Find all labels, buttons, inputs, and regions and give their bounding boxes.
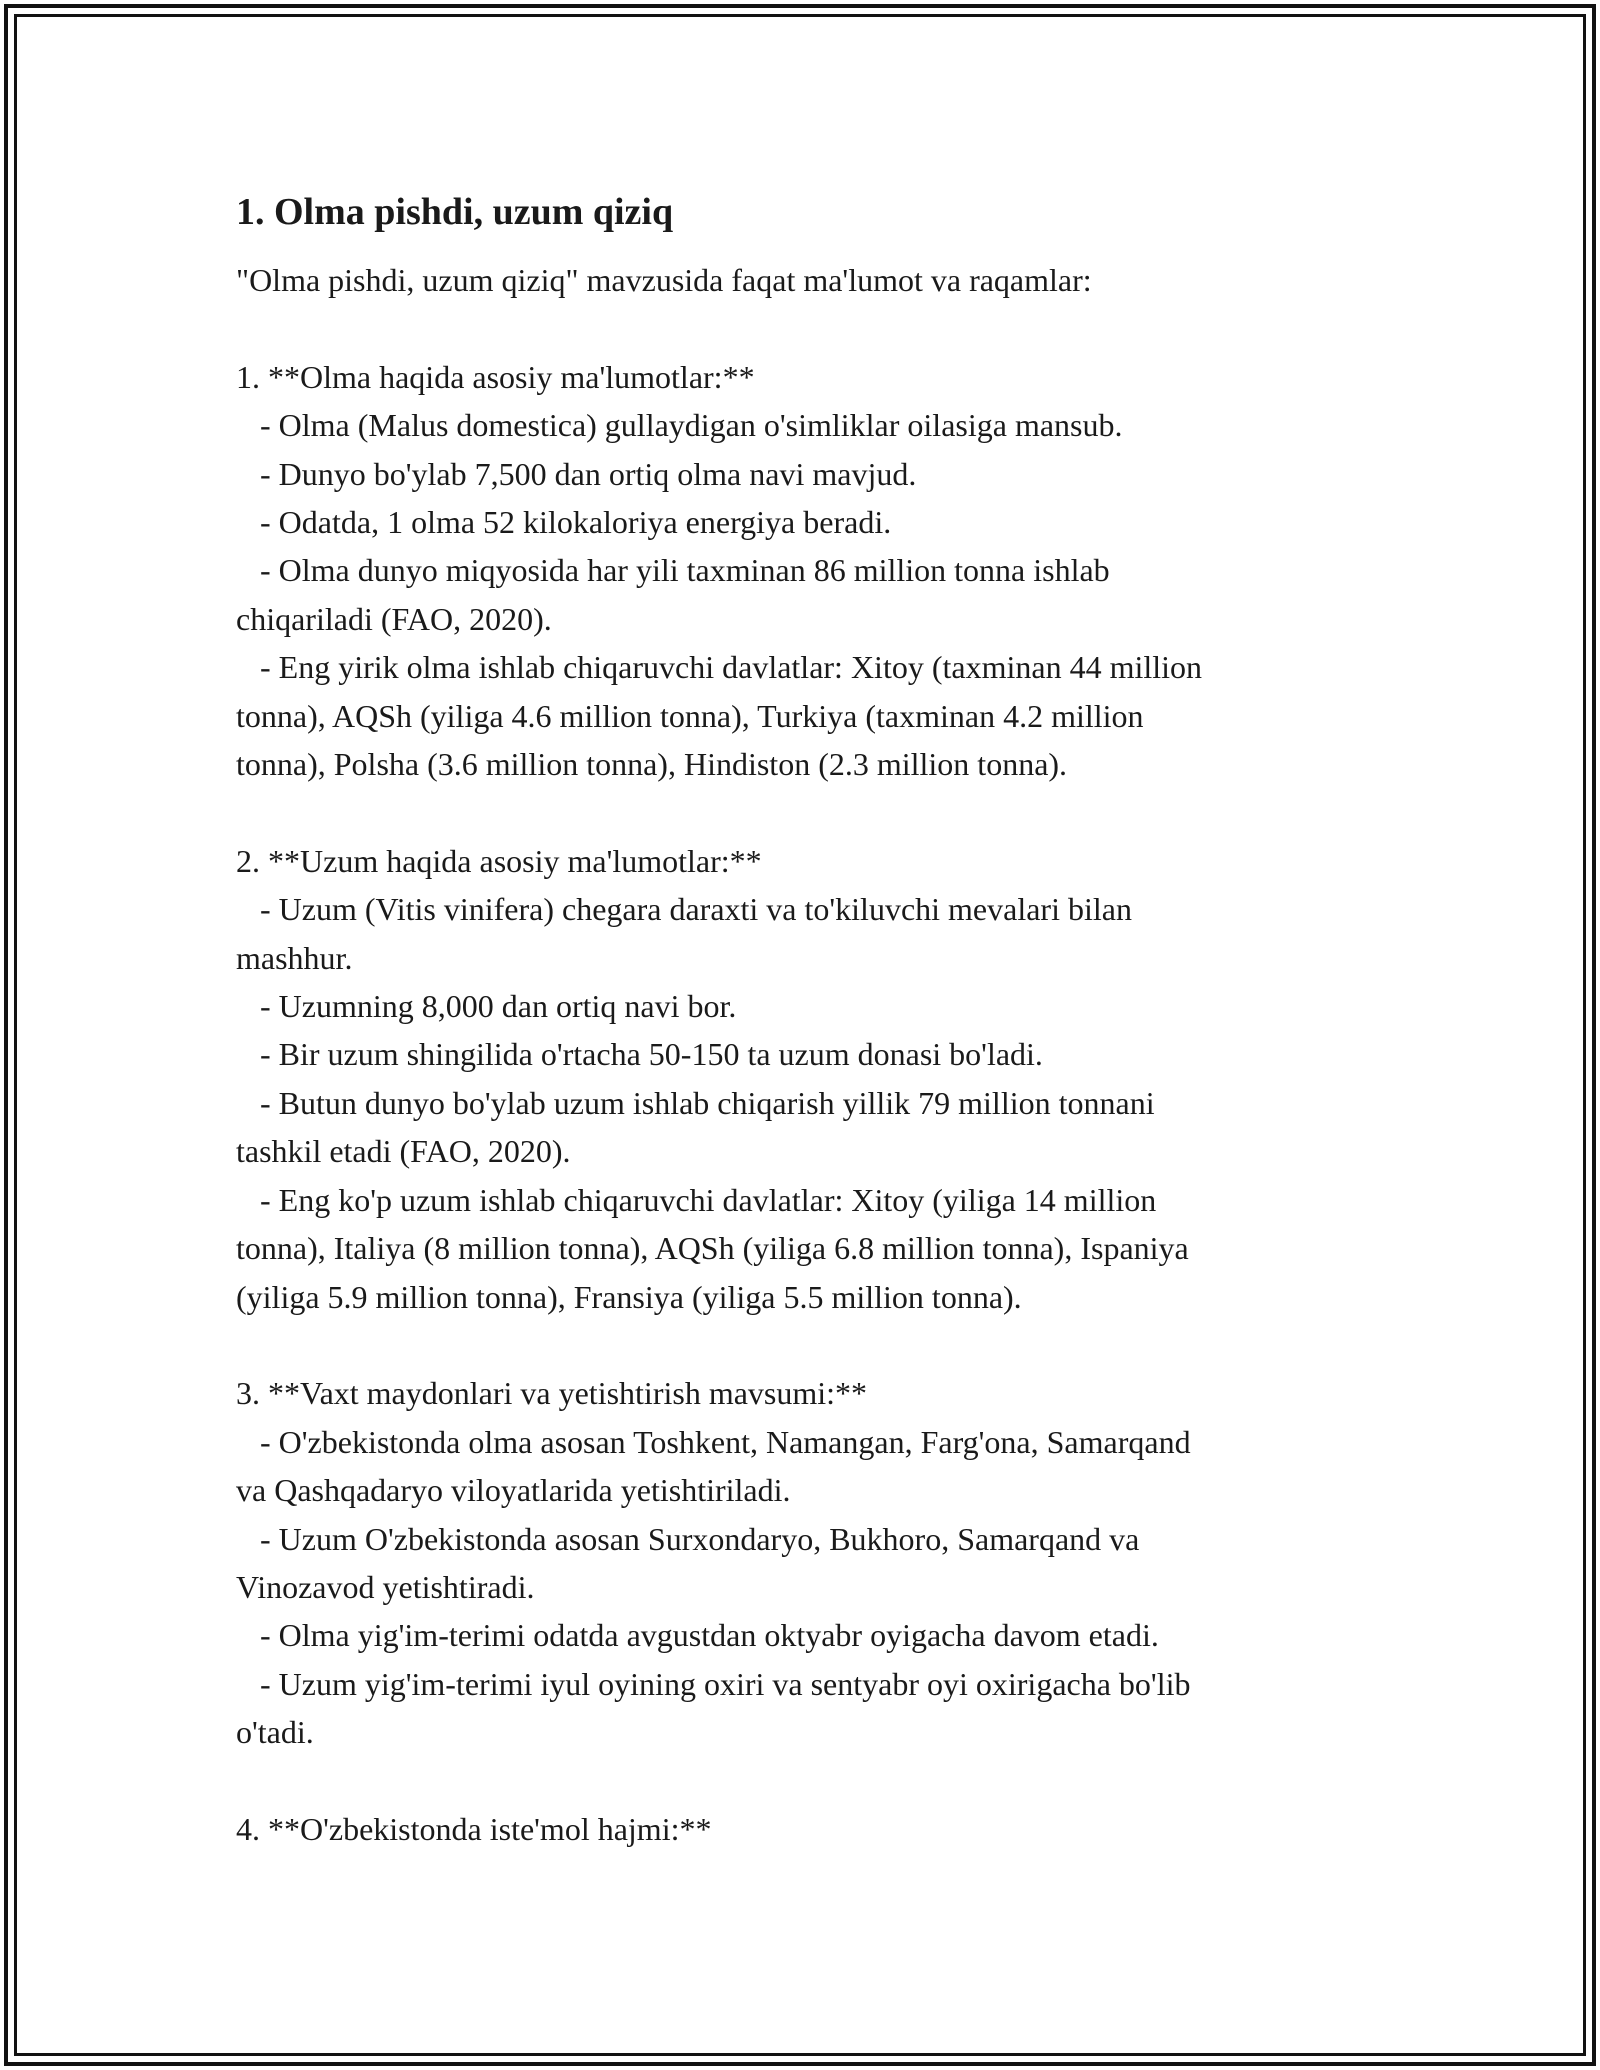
- text-line: o'tadi.: [236, 1714, 314, 1751]
- text-line: - Uzumning 8,000 dan ortiq navi bor.: [236, 988, 737, 1025]
- text-line: - Olma dunyo miqyosida har yili taxminan 86 million tonna ishlab: [236, 552, 1110, 589]
- text-line: - Butun dunyo bo'ylab uzum ishlab chiqarish yillik 79 million tonnani: [236, 1084, 1155, 1121]
- document-body: [236, 188, 1366, 1853]
- blank-line: [236, 1321, 1366, 1369]
- text-line: - Uzum yig'im-terimi iyul oyining oxiri va sentyabr oyi oxirigacha bo'lib: [236, 1665, 1191, 1702]
- text-line: tonna), Polsha (3.6 million tonna), Hindiston (2.3 million tonna).: [236, 746, 1068, 783]
- text-line: tonna), AQSh (yiliga 4.6 million tonna), Turkiya (taxminan 4.2 million: [236, 697, 1144, 734]
- blank-line: [236, 1757, 1366, 1805]
- document-text: [236, 256, 1366, 1853]
- text-line: 1. **Olma haqida asosiy ma'lumotlar:**: [236, 358, 755, 395]
- text-line: - Eng yirik olma ishlab chiqaruvchi davlatlar: Xitoy (taxminan 44 million: [236, 649, 1203, 686]
- text-line: 3. **Vaxt maydonlari va yetishtirish mavsumi:**: [236, 1375, 868, 1412]
- text-line: - Dunyo bo'ylab 7,500 dan ortiq olma navi mavjud.: [236, 455, 917, 492]
- text-line: 4. **O'zbekistonda iste'mol hajmi:**: [236, 1810, 712, 1847]
- text-line: (yiliga 5.9 million tonna), Fransiya (yiliga 5.5 million tonna).: [236, 1278, 1022, 1315]
- text-line: va Qashqadaryo viloyatlarida yetishtiriladi.: [236, 1472, 791, 1509]
- text-line: - Uzum (Vitis vinifera) chegara daraxti va to'kiluvchi mevalari bilan: [236, 891, 1132, 928]
- text-line: tonna), Italiya (8 million tonna), AQSh (yiliga 6.8 million tonna), Ispaniya: [236, 1230, 1189, 1267]
- text-line: - Bir uzum shingilida o'rtacha 50-150 ta uzum donasi bo'ladi.: [236, 1036, 1043, 1073]
- text-line: Vinozavod yetishtiradi.: [236, 1568, 535, 1605]
- blank-line: [236, 304, 1366, 352]
- text-line: - Olma (Malus domestica) gullaydigan o'simliklar oilasiga mansub.: [236, 407, 1123, 444]
- text-line: - Odatda, 1 olma 52 kilokaloriya energiya beradi.: [236, 504, 892, 541]
- text-line: - Eng ko'p uzum ishlab chiqaruvchi davlatlar: Xitoy (yiliga 14 million: [236, 1181, 1157, 1218]
- text-line: mashhur.: [236, 939, 353, 976]
- text-line: - O'zbekistonda olma asosan Toshkent, Namangan, Farg'ona, Samarqand: [236, 1423, 1191, 1460]
- text-line: - Olma yig'im-terimi odatda avgustdan oktyabr oyigacha davom etadi.: [236, 1617, 1159, 1654]
- text-line: 2. **Uzum haqida asosiy ma'lumotlar:**: [236, 842, 762, 879]
- document-title: 1. Olma pishdi, uzum qiziq: [236, 191, 674, 233]
- text-line: chiqariladi (FAO, 2020).: [236, 600, 552, 637]
- blank-line: [236, 788, 1366, 836]
- text-line: - Uzum O'zbekistonda asosan Surxondaryo, Bukhoro, Samarqand va: [236, 1520, 1140, 1557]
- text-line: tashkil etadi (FAO, 2020).: [236, 1133, 571, 1170]
- text-line: "Olma pishdi, uzum qiziq" mavzusida faqat ma'lumot va raqamlar:: [236, 262, 1092, 298]
